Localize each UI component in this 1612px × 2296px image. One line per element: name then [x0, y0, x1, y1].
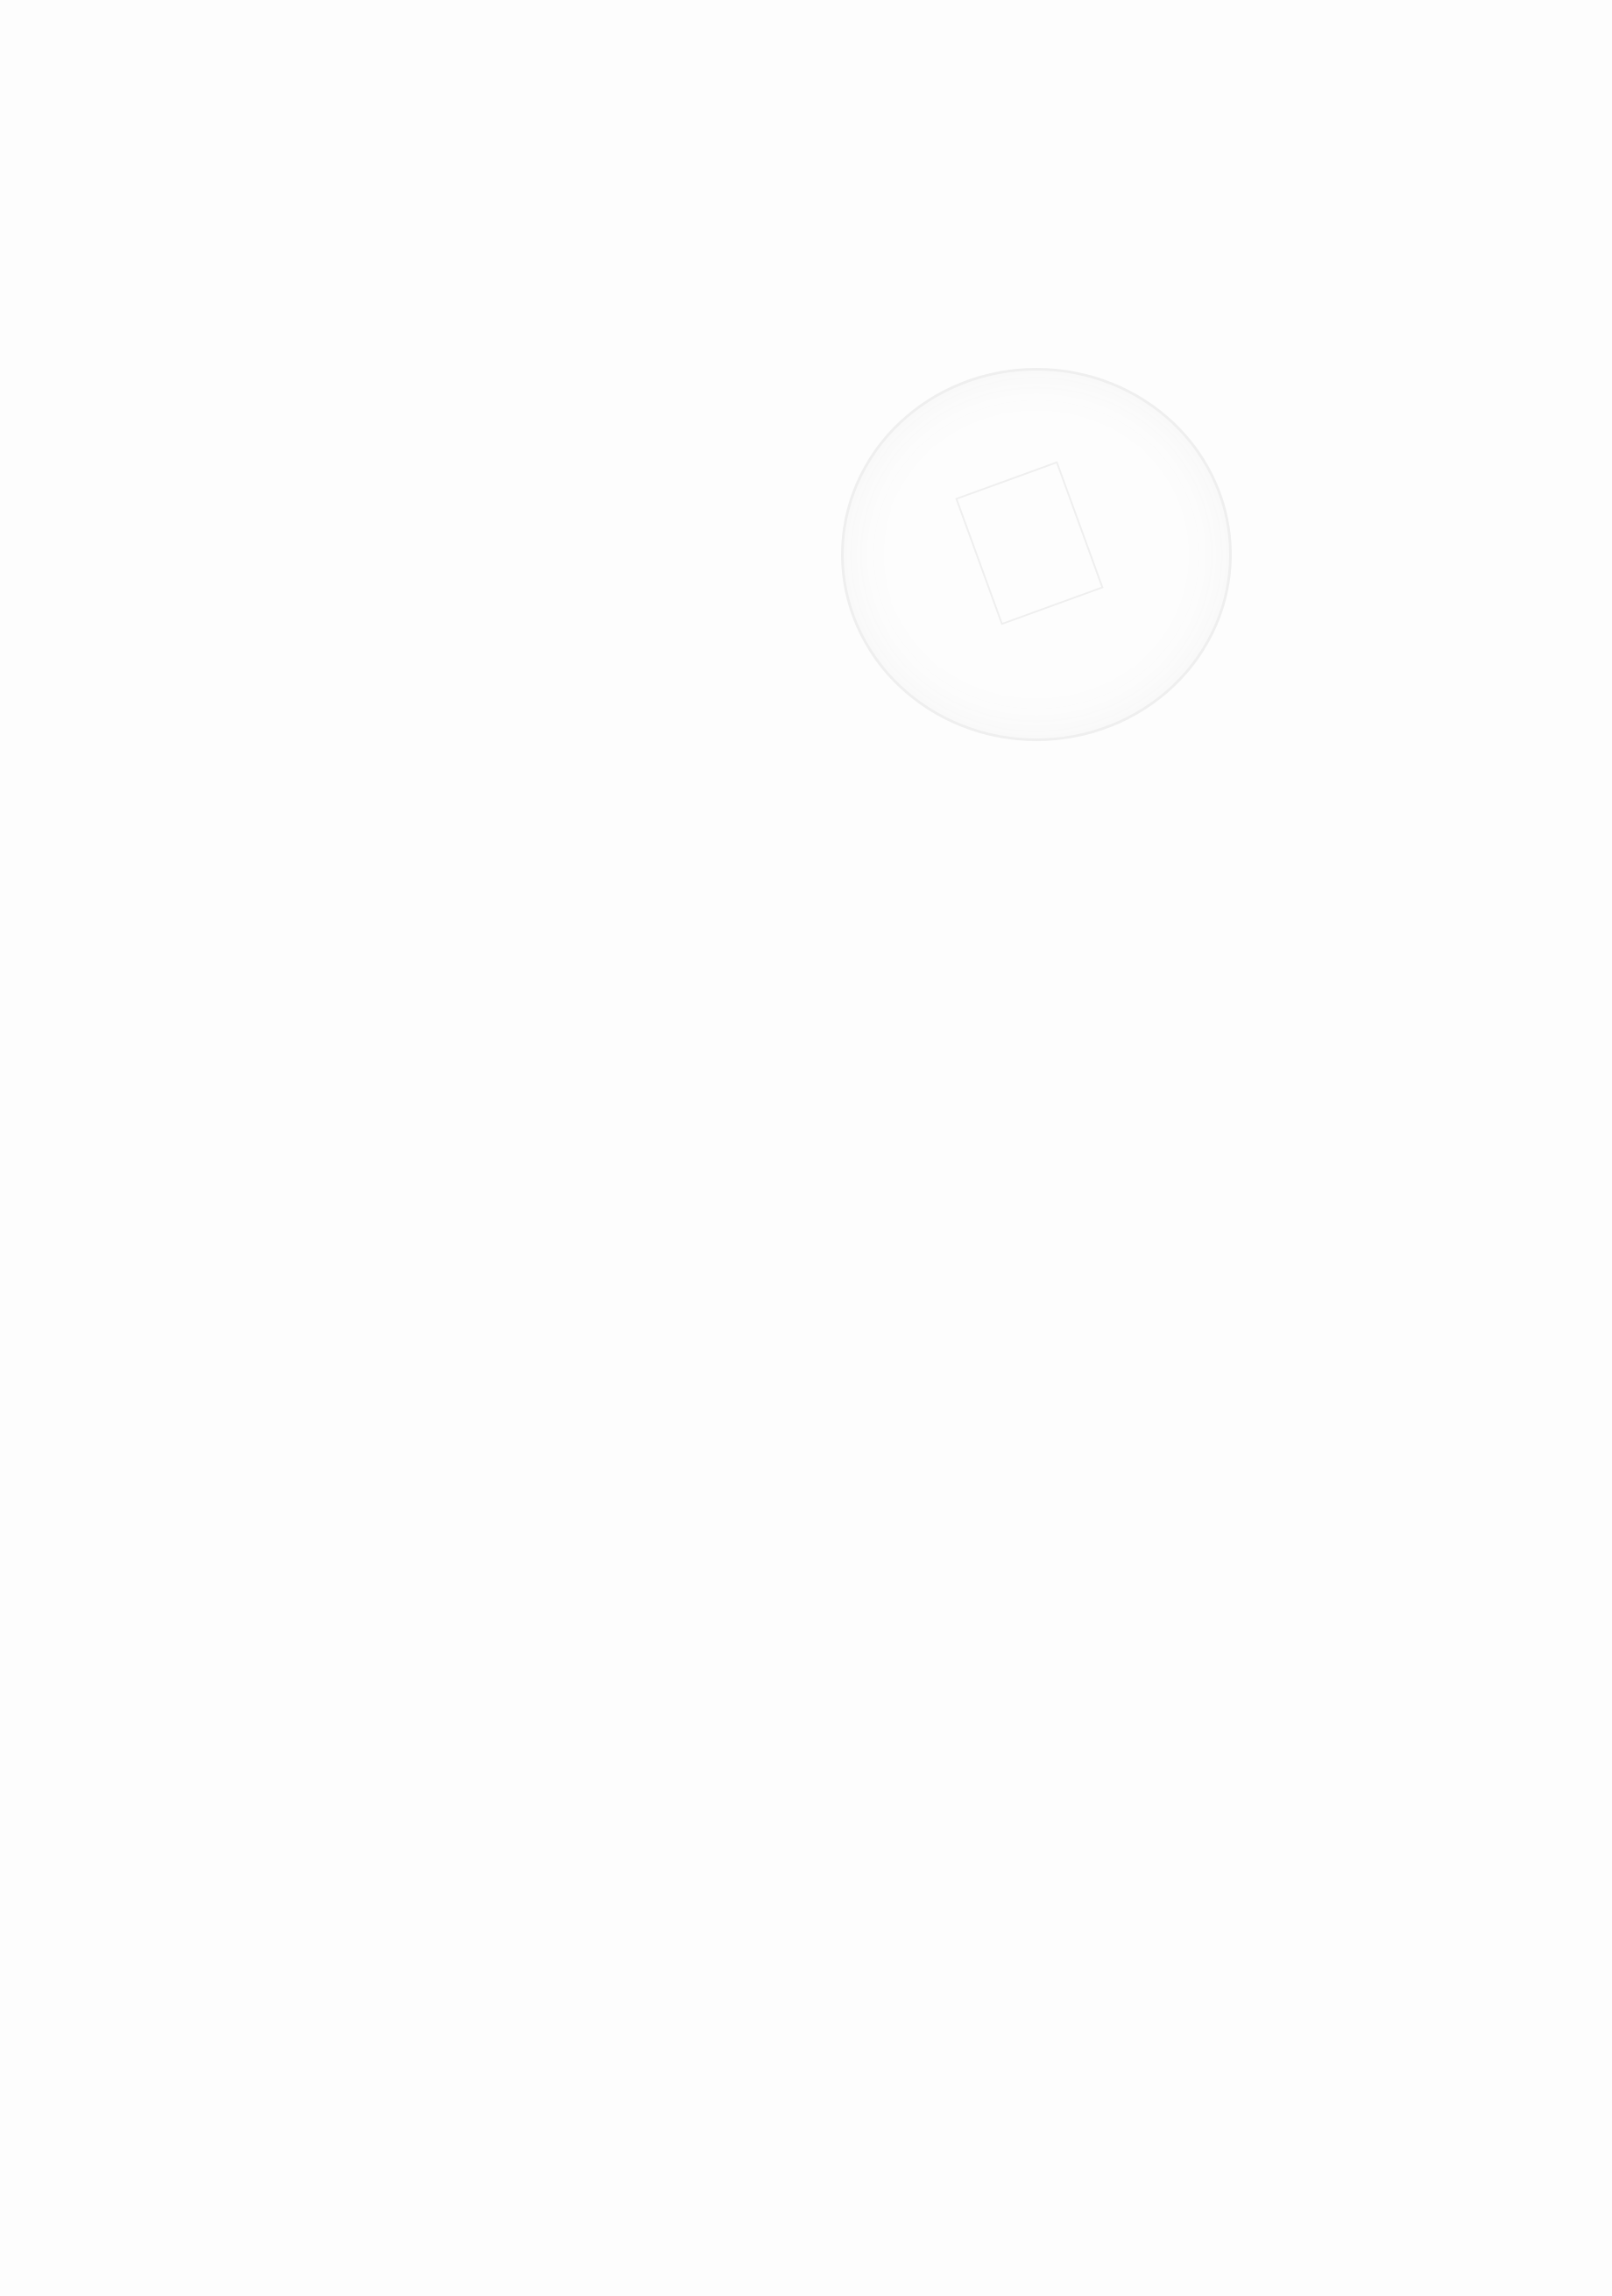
faded-seal-stamp [841, 368, 1232, 741]
